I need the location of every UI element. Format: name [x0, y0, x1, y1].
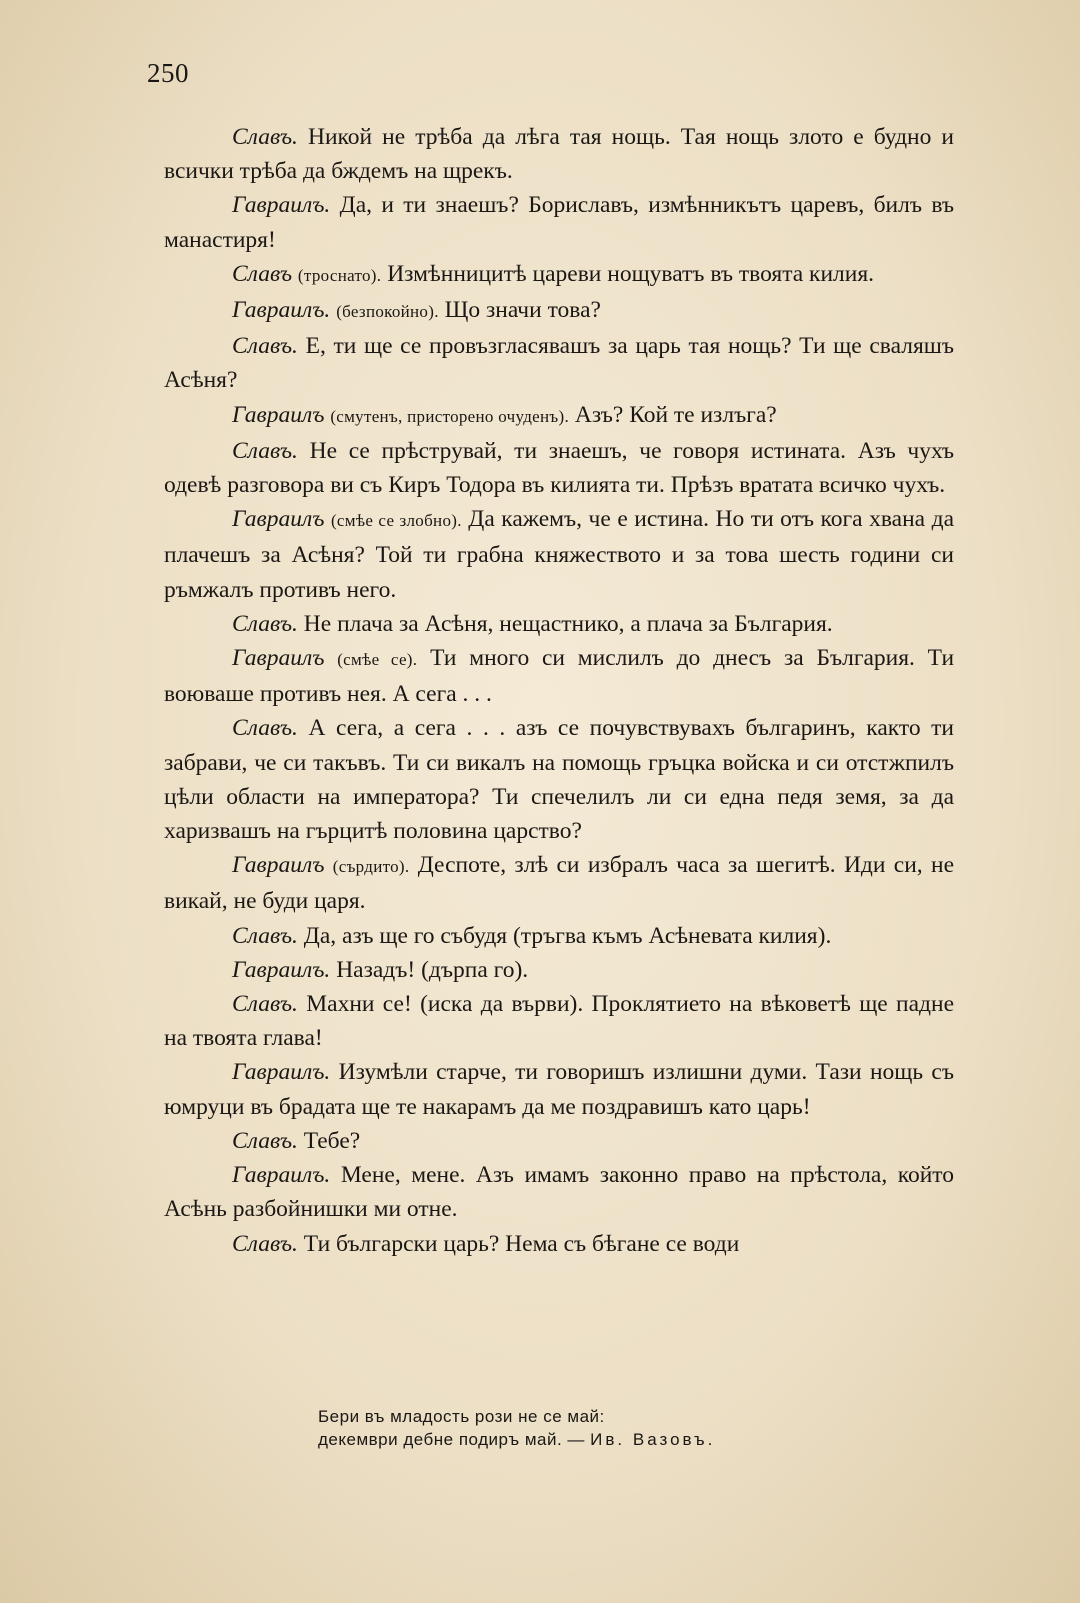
dialogue-line [164, 1158, 954, 1226]
stage-direction: (безпокойно). [336, 302, 439, 322]
dialogue-line [164, 987, 954, 1055]
speaker-name: Гавраилъ. [232, 1162, 331, 1189]
dialogue-line [164, 953, 954, 987]
speaker-name: Славъ. [232, 333, 298, 360]
dialogue-line [164, 1124, 954, 1158]
line-text: Ти много си мислилъ до днесъ за България. Ти воюваше противъ нея. А сега . . . [164, 645, 955, 708]
speaker-name: Гавраилъ [232, 645, 325, 672]
speaker-name: Славъ. [232, 922, 298, 949]
dialogue-line [164, 257, 954, 293]
speaker-name: Славъ. [232, 1127, 298, 1154]
speaker-name: Гавраилъ [232, 401, 325, 428]
line-text: Измѣнницитѣ цареви нощуватъ въ твоята килия. [387, 260, 875, 287]
line-text: Що значи това? [444, 297, 601, 324]
speaker-name: Славъ. [232, 991, 298, 1018]
footer-epigraph [318, 1405, 715, 1451]
line-text: Не плача за Асѣня, нещастнико, а плача за България. [303, 610, 833, 637]
dialogue-line [164, 329, 954, 397]
speaker-name: Славъ. [232, 715, 298, 742]
stage-direction: (смутенъ, присторено очуденъ). [330, 406, 570, 426]
dialogue-line [164, 293, 954, 329]
dialogue-line [164, 434, 954, 502]
line-text: Никой не трѣба да лѣга тая нощь. Тая нощь злото е будно и всички трѣба да бждемъ на щрекъ. [164, 124, 955, 185]
line-text: Да, и ти знаешъ? Бориславъ, измѣнникътъ царевъ, билъ въ манастиря! [164, 192, 955, 253]
stage-direction: (смѣе се злобно). [330, 511, 462, 531]
stage-direction: (смѣе се). [337, 650, 418, 670]
line-text: Азъ? Кой те излъга? [574, 401, 777, 428]
dialogue-line [164, 919, 954, 953]
speaker-name: Гавраилъ. [232, 1059, 331, 1086]
speaker-name: Гавраилъ. [232, 192, 331, 219]
line-text: Е, ти ще се провъзгласявашъ за царь тая нощь? Ти ще сваляшъ Асѣня? [164, 333, 955, 394]
speaker-name: Гавраилъ [232, 852, 325, 879]
line-text: Да кажемъ, че е истина. Но ти отъ кога хвана да плачешъ за Асѣня? Той ти грабна княжеството и за това шесть години си ръмжалъ противъ него. [164, 506, 955, 603]
line-text: А сега, а сега . . . азъ се почувствувахъ българинъ, както ти забрави, че си такъвъ. Ти си викалъ на помощь гръцка войска и си отстжпилъ цѣли области на императора? Ти спечелилъ ли си една педя земя, за да харизвашъ на гърцитѣ половина царство? [164, 715, 954, 845]
speaker-name: Гавраилъ. [232, 956, 331, 983]
epigraph-line-2 [318, 1428, 715, 1451]
line-text: Махни се! (иска да върви). Проклятието на вѣковетѣ ще падне на твоята глава! [164, 991, 955, 1052]
speaker-name: Славъ. [232, 437, 298, 464]
speaker-name: Гавраилъ [232, 506, 325, 533]
line-text: Да, азъ ще го събудя (тръгва къмъ Асѣневата килия). [303, 922, 832, 949]
dialogue-line [164, 641, 954, 711]
epigraph-line-1: Бери въ младость рози не се май: [318, 1407, 605, 1426]
dialogue-line [164, 1227, 954, 1261]
speaker-name: Гавраилъ. [232, 297, 331, 324]
page-number: 250 [147, 58, 189, 88]
line-text: Изумѣли старче, ти говоришъ излишни думи. Тази нощь съ юмруци въ брадата ще те накарамъ да ме поздравишъ като царь! [164, 1059, 954, 1120]
speaker-name: Славъ. [232, 1230, 298, 1257]
speaker-name: Славъ [232, 260, 293, 287]
speaker-name: Славъ. [232, 124, 298, 150]
dialogue-line [164, 120, 954, 188]
dialogue-line [164, 502, 954, 607]
dialogue-line [164, 711, 954, 848]
dialogue-line [164, 1055, 954, 1123]
epigraph-line-2-text: декември дебне подиръ май. — [318, 1430, 585, 1449]
line-text: Не се прѣструвай, ти знаешъ, че говоря истината. Азъ чухъ одевѣ разговора ви съ Киръ Тодора въ килията ти. Прѣзъ вратата всичко чухъ. [164, 437, 954, 499]
dialogue-line [164, 398, 954, 434]
line-text: Мене, мене. Азъ имамъ законно право на прѣстола, който Асѣнь разбойнишки ми отне. [164, 1162, 954, 1223]
dialogue-line [164, 848, 954, 918]
line-text: Назадъ! (дърпа го). [336, 956, 529, 983]
line-text: Тебе? [303, 1127, 361, 1154]
dialogue-line [164, 188, 954, 256]
epigraph-author: Ив. Вазовъ. [590, 1430, 716, 1449]
dialogue-line [164, 607, 954, 641]
speaker-name: Славъ. [232, 610, 298, 637]
stage-direction: (троснато). [297, 265, 382, 285]
play-text [164, 120, 954, 1261]
line-text: Деспоте, злѣ си избралъ часа за шегитѣ. Иди си, не викай, не буди царя. [164, 852, 954, 915]
line-text: Ти български царь? Нема съ бѣгане се води [303, 1230, 740, 1257]
stage-direction: (сърдито). [332, 857, 410, 877]
